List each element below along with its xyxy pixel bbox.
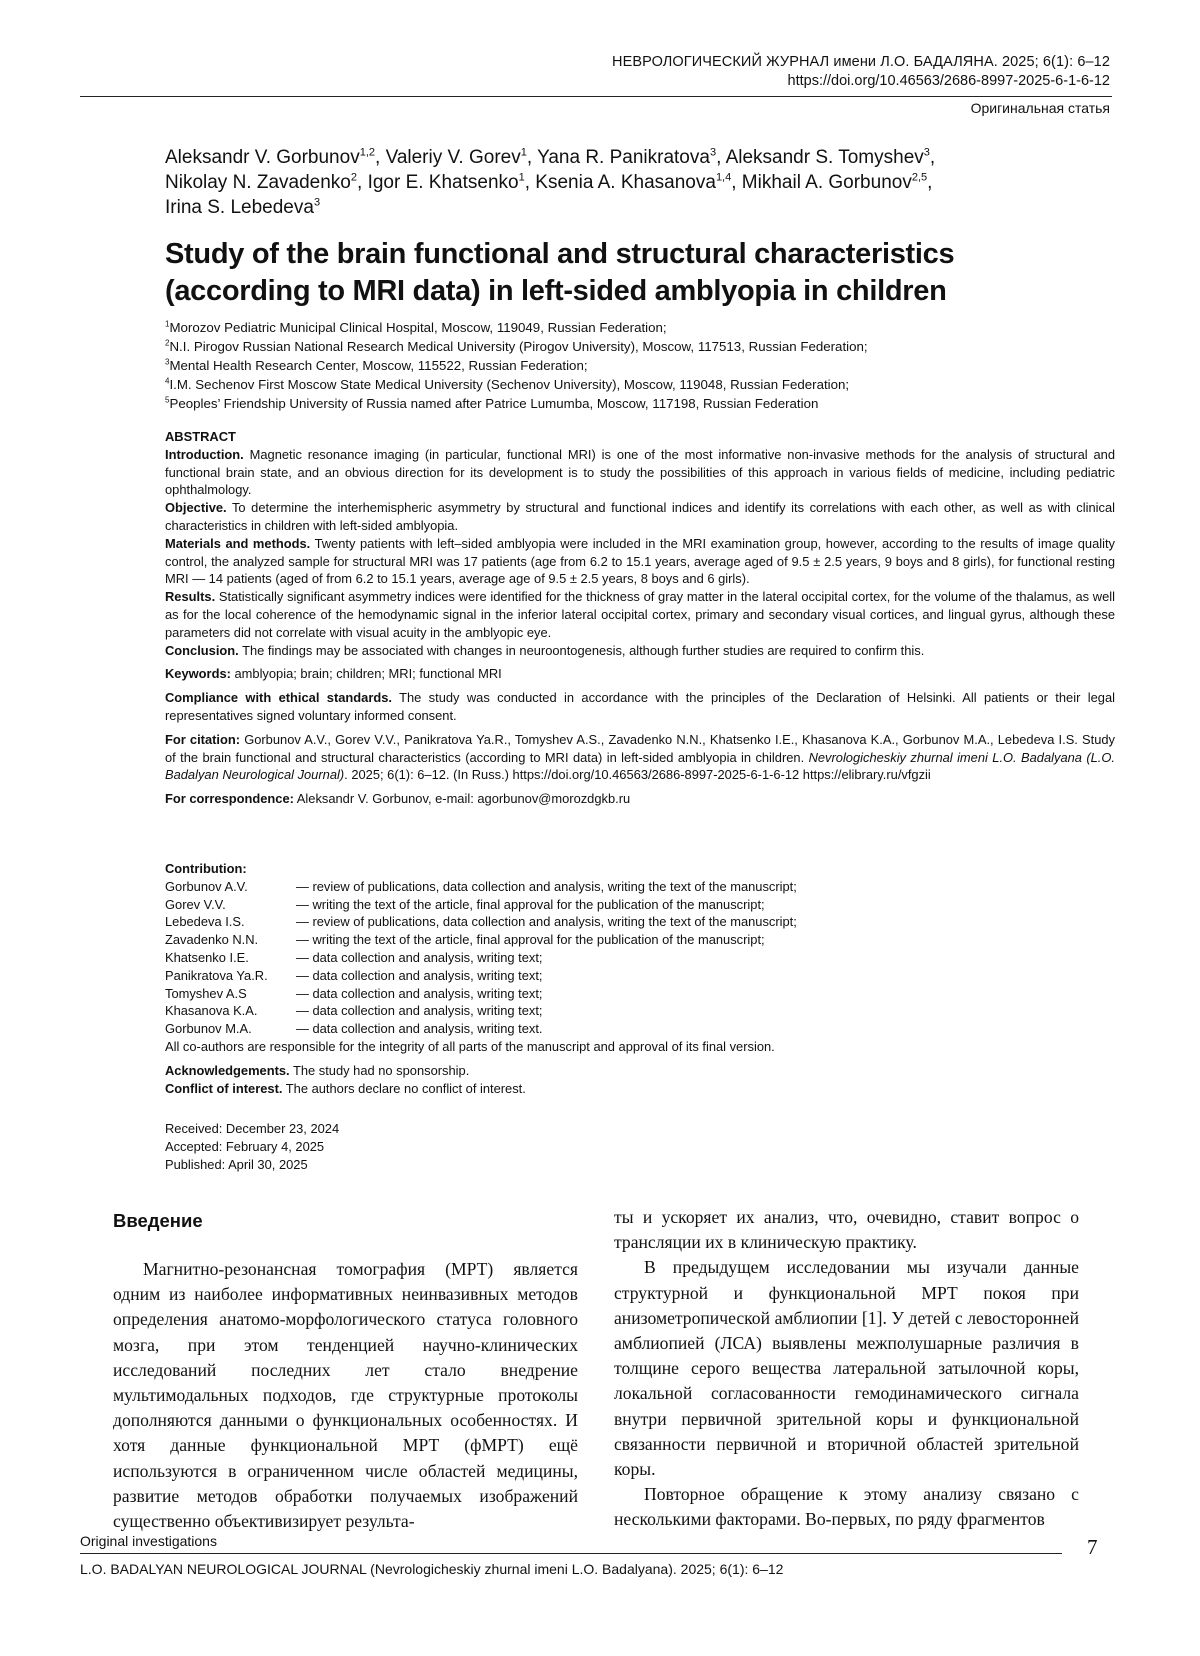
- author: Irina S. Lebedeva$^3$: [165, 196, 321, 218]
- author: Valeriy V. Gorev$^1$: [385, 146, 527, 168]
- author: Igor E. Khatsenko$^1$: [367, 171, 525, 193]
- abstract-conclusion: Conclusion. The findings may be associated with changes in neuroontogenesis, although further studies are required to confirm this.: [165, 642, 925, 658]
- author: Mikhail A. Gorbunov$^{2,5}$: [741, 171, 928, 193]
- citation: For citation: Gorbunov A.V., Gorev V.V., Panikratova Ya.R., Tomyshev A.S., Zavadenko N.N., Khatsenko I.E., Khasanova K.A., Gorbunov M.A., Lebedeva I.S. Study of the brain functional and structural characteristics (according to MRI data) in left-sided amblyopia in children. Nevrologicheskiy zhurnal imeni L.O. Badalyana (L.O. Badalyan Neurological Journal). 2025; 6(1): 6–12. (In Russ.) https://doi.org/10.46563/2686-8997-2025-6-1-6-12 https://elibrary.ru/vfgzii: [165, 731, 1115, 783]
- abstract-results: Results. Statistically significant asymmetry indices were identified for the thickness of gray matter in the lateral occipital cortex, for the volume of the thalamus, as well as for the local coherence of the hemodynamic signal in the inferior lateral occipital cortex, primary and secondary visual cortices, and lingual gyrus, although these parameters did not correlate with visual acuity in the amblyopic eye.: [165, 589, 1115, 640]
- doi-link[interactable]: https://doi.org/10.46563/2686-8997-2025-6-1-6-12: [787, 73, 1110, 89]
- header-rule: [80, 96, 1112, 97]
- published-date: Published: April 30, 2025: [165, 1157, 308, 1172]
- page-number: 7: [1087, 1535, 1098, 1559]
- author: Yana R. Panikratova$^3$: [537, 146, 717, 168]
- contribution-note: All co-authors are responsible for the integrity of all parts of the manuscript and approval of its final version.: [165, 1038, 775, 1054]
- body-column-right: [614, 1205, 1079, 1533]
- affiliations: [165, 318, 1065, 413]
- author: Aleksandr V. Gorbunov$^{1,2}$: [165, 146, 375, 168]
- publication-dates: [165, 1120, 339, 1174]
- affiliation: $^4$I.M. Sechenov First Moscow State Medical University (Sechenov University), Moscow, 119048, Russian Federation;: [165, 376, 850, 392]
- acknowledgements: Acknowledgements. The study had no sponsorship.: [165, 1062, 470, 1078]
- keywords: Keywords: amblyopia; brain; children; MRI; functional MRI: [165, 666, 502, 682]
- contribution: [165, 860, 1115, 1097]
- affiliation: $^2$N.I. Pirogov Russian National Research Medical University (Pirogov University), Moscow, 117513, Russian Federation;: [165, 338, 868, 354]
- paragraph: В предыдущем исследовании мы изучали данные структурной и функциональной МРТ покоя при анизометропической амблиопии [1]. У детей с левосторонней амблиопией (ЛСА) выявлены межполушарные различия в толщине серого вещества латеральной затылочной коры, локальной согласованности гемодинамического сигнала внутри первичной зрительной коры и функциональной связанности первичной и вторичной областей зрительной коры.: [614, 1257, 1079, 1480]
- contribution-row: Panikratova Ya.R. — data collection and analysis, writing text;: [165, 967, 543, 983]
- section-heading-introduction: Введение: [113, 1210, 203, 1231]
- contribution-row: Lebedeva I.S. — review of publications, data collection and analysis, writing the text of the manuscript;: [165, 914, 797, 930]
- contribution-row: Tomyshev A.S — data collection and analysis, writing text;: [165, 985, 543, 1001]
- received-date: Received: December 23, 2024: [165, 1121, 340, 1136]
- contribution-row: Khasanova K.A. — data collection and analysis, writing text;: [165, 1003, 543, 1019]
- article-type-label: Оригинальная статья: [970, 100, 1110, 116]
- affiliation: $^3$Mental Health Research Center, Moscow, 115522, Russian Federation;: [165, 357, 588, 373]
- contribution-row: Khatsenko I.E. — data collection and analysis, writing text;: [165, 949, 543, 965]
- affiliation: $^5$Peoples’ Friendship University of Russia named after Patrice Lumumba, Moscow, 117198, Russian Federation: [165, 395, 819, 411]
- footer-rule: [80, 1553, 1062, 1554]
- journal-header-ru: НЕВРОЛОГИЧЕСКИЙ ЖУРНАЛ имени Л.О. БАДАЛЯНА. 2025; 6(1): 6–12: [612, 54, 1110, 70]
- contribution-row: Gorbunov M.A. — data collection and analysis, writing text.: [165, 1021, 543, 1037]
- contribution-heading: Contribution:: [165, 861, 247, 876]
- article-title: Study of the brain functional and structural characteristics (according to MRI data) in left-sided amblyopia in children: [165, 238, 955, 307]
- body-column-left: [113, 1257, 578, 1534]
- ethics-statement: Compliance with ethical standards. The study was conducted in accordance with the principles of the Declaration of Helsinki. All patients or their legal representatives signed voluntary informed consent.: [165, 690, 1115, 723]
- author: Nikolay N. Zavadenko$^2$: [165, 171, 357, 193]
- contribution-row: Gorev V.V. — writing the text of the article, final approval for the publication of the manuscript;: [165, 896, 765, 912]
- affiliation: $^1$Morozov Pediatric Municipal Clinical Hospital, Moscow, 119049, Russian Federation;: [165, 319, 667, 335]
- paragraph: Магнитно-резонансная томография (МРТ) является одним из наиболее информативных неинвазивных методов определения анатомо-морфологического статуса головного мозга, при этом тенденцией научно-клинических исследований последних лет стало внедрение мультимодальных подходов, где структурные протоколы дополняются данными о функциональных особенностях. И хотя данные функциональной МРТ (фМРТ) ещё используются в ограниченном числе областей медицины, развитие методов обработки получаемых изображений существенно объективизирует результа-: [113, 1259, 578, 1532]
- contribution-row: Zavadenko N.N. — writing the text of the article, final approval for the publication of the manuscript;: [165, 932, 765, 948]
- abstract-introduction: Introduction. Magnetic resonance imaging (in particular, functional MRI) is one of the most informative non-invasive methods for the analysis of structural and functional brain state, and an obvious direction for its development is to study the possibilities of this approach in various fields of medicine, including pediatric ophthalmology.: [165, 446, 1115, 498]
- abstract-objective: Objective. To determine the interhemispheric asymmetry by structural and functional indices and identify its correlations with each other, as well as with clinical characteristics in children with left-sided amblyopia.: [165, 500, 1115, 533]
- conflict-of-interest: Conflict of interest. The authors declare no conflict of interest.: [165, 1080, 526, 1096]
- abstract-heading: ABSTRACT: [165, 429, 236, 444]
- abstract: [165, 428, 1115, 808]
- footer-section-label: Original investigations: [80, 1533, 217, 1549]
- accepted-date: Accepted: February 4, 2025: [165, 1139, 325, 1154]
- footer-journal: L.O. BADALYAN NEUROLOGICAL JOURNAL (Nevrologicheskiy zhurnal imeni L.O. Badalyana). 2025; 6(1): 6–12: [80, 1561, 784, 1577]
- author: Ksenia A. Khasanova$^{1,4}$: [535, 171, 732, 193]
- paragraph: Повторное обращение к этому анализу связано с несколькими факторами. Во-первых, по ряду фрагментов: [614, 1484, 1079, 1530]
- correspondence: For correspondence: Aleksandr V. Gorbunov, e-mail: agorbunov@morozdgkb.ru: [165, 791, 631, 807]
- contribution-row: Gorbunov A.V. — review of publications, data collection and analysis, writing the text of the manuscript;: [165, 878, 797, 894]
- abstract-methods: Materials and methods. Twenty patients with left–sided amblyopia were included in the MRI examination group, however, according to the results of image quality control, the analyzed sample for structural MRI was 17 patients (age from 6.2 to 15.1 years, average aged of 9.5 ± 2.5 years, 9 boys and 8 girls), for functional resting MRI — 14 patients (aged of from 6.2 to 15.1 years, average age of 9.5 ± 2.5 years, 8 boys and 6 girls).: [165, 535, 1115, 587]
- author-list: Aleksandr V. Gorbunov$^{1,2}$, Valeriy V. Gorev$^1$, Yana R. Panikratova$^3$, Aleksandr S. Tomyshev$^3$, Nikolay N. Zavadenko$^2$, Igor E. Khatsenko$^1$, Ksenia A. Khasanova$^{1,4}$, Mikhail A. Gorbunov$^{2,5}$, Irina S. Lebedeva$^3$: [165, 146, 936, 218]
- author: Aleksandr S. Tomyshev$^3$: [725, 146, 930, 168]
- paragraph: ты и ускоряет их анализ, что, очевидно, ставит вопрос о трансляции их в клиническую практику.: [614, 1207, 1079, 1253]
